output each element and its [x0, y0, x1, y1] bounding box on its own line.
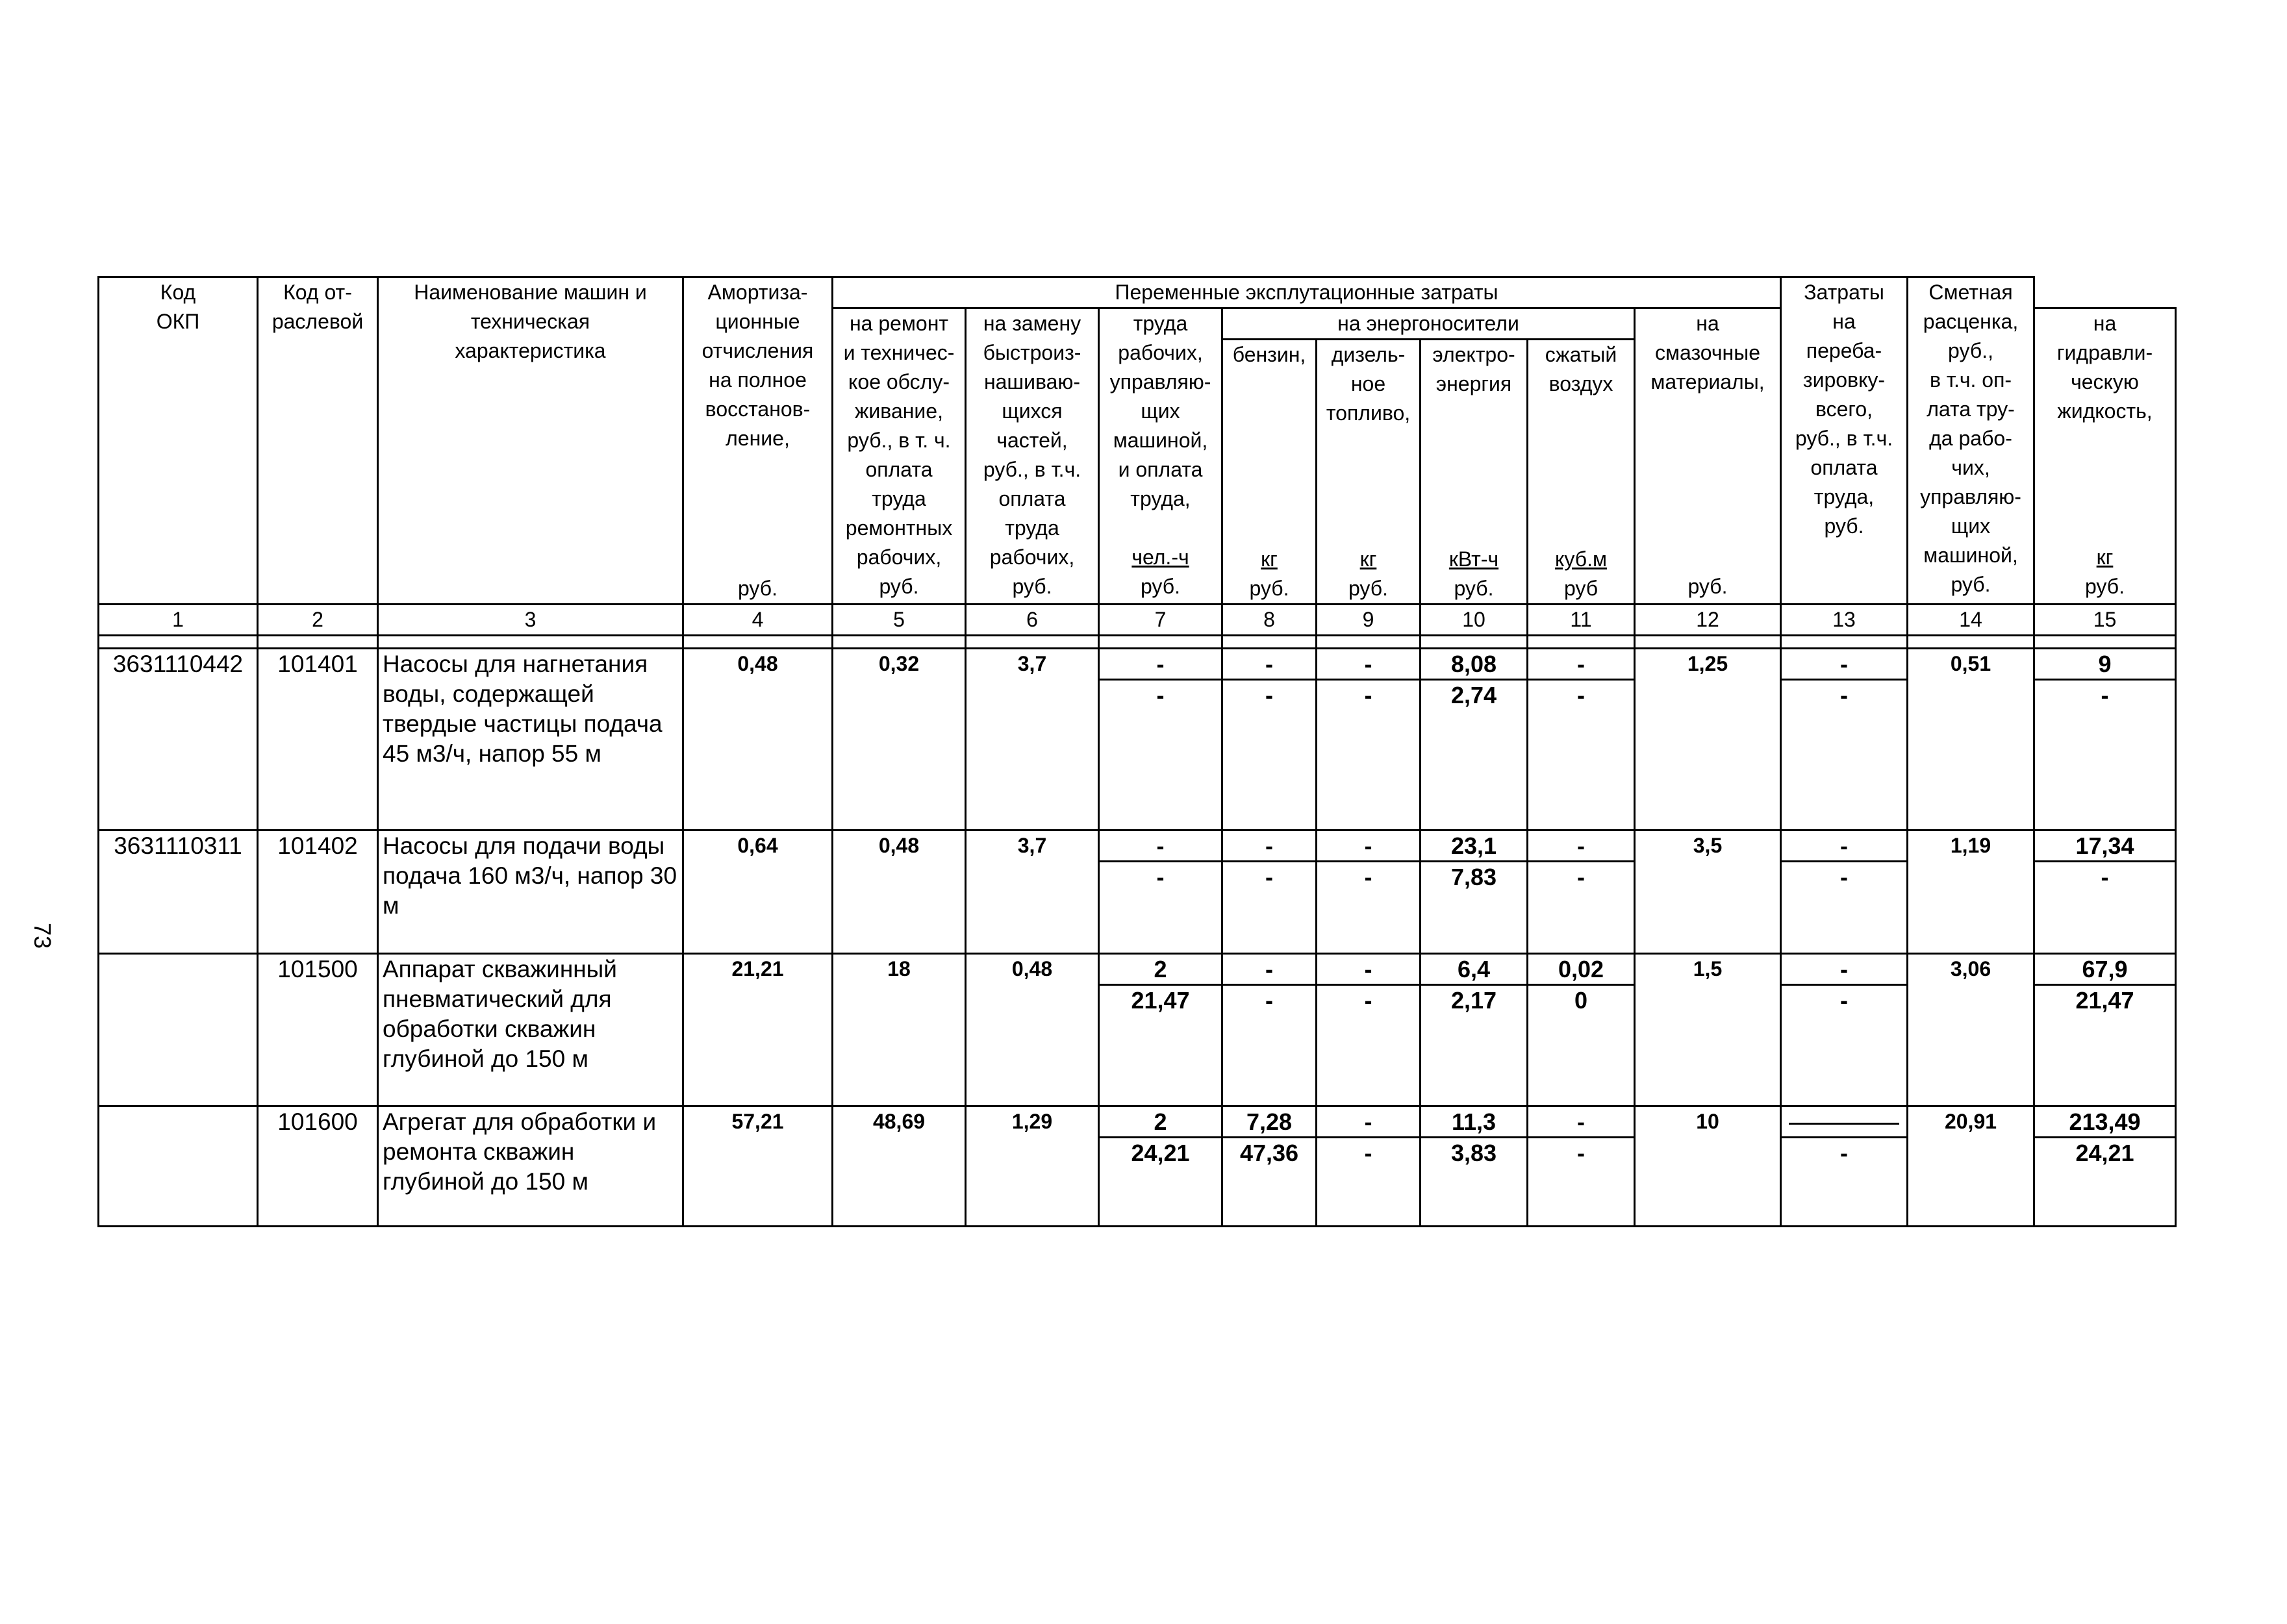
amortization-value: 21,21 [683, 954, 833, 1106]
col-num: 5 [833, 605, 966, 636]
hydraulic-value: - - [1781, 954, 1908, 1106]
header-repair: на ремонт и техничес- кое обслу- живание, руб., в т. ч. оплата труда ремонтных рабочих, руб. [833, 308, 966, 605]
branch-code: 101500 [258, 954, 378, 1106]
okp-code [99, 1106, 258, 1227]
table-row [99, 954, 2176, 1106]
col-num: 6 [966, 605, 1099, 636]
relocation-value: 20,91 [1908, 1106, 2034, 1227]
diesel-value: - - [1317, 1106, 1421, 1227]
col-num: 14 [1908, 605, 2034, 636]
parts-value: 1,29 [966, 1106, 1099, 1227]
header-lubricants: на смазочные материалы, руб. [1635, 308, 1781, 605]
hydraulic-value: - - [1781, 831, 1908, 954]
labor-value: 2 21,47 [1099, 954, 1222, 1106]
parts-value: 3,7 [966, 831, 1099, 954]
page-number: 73 [29, 922, 57, 949]
branch-code: 101402 [258, 831, 378, 954]
lubricant-value: 1,5 [1635, 954, 1781, 1106]
electricity-value: 23,1 7,83 [1421, 831, 1528, 954]
col-num: 12 [1635, 605, 1781, 636]
col-num: 1 [99, 605, 258, 636]
relocation-value: 0,51 [1908, 649, 2034, 831]
header-petrol: бензин, кг руб. [1222, 340, 1317, 605]
repair-value: 0,32 [833, 649, 966, 831]
column-number-row [99, 605, 2176, 636]
hydraulic-value: - - [1781, 649, 1908, 831]
dash-line [1789, 1123, 1899, 1125]
electricity-value: 11,3 3,83 [1421, 1106, 1528, 1227]
header-name: Наименование машин и техническая характеристика [378, 277, 683, 605]
header-variable-costs: Переменные эксплутационные затраты [833, 277, 1781, 308]
header-amortization: Амортиза- ционные отчисления на полное восстанов- ление, руб. [683, 277, 833, 605]
estimate-value: 67,9 21,47 [2034, 954, 2176, 1106]
diesel-value: - - [1317, 649, 1421, 831]
amortization-value: 0,48 [683, 649, 833, 831]
header-labor: труда рабочих, управляю- щих машиной, и оплата труда, чел.-ч руб. [1099, 308, 1222, 605]
parts-value: 0,48 [966, 954, 1099, 1106]
repair-value: 0,48 [833, 831, 966, 954]
header-branch-code: Код от- раслевой [258, 277, 378, 605]
diesel-value: - - [1317, 954, 1421, 1106]
amortization-value: 57,21 [683, 1106, 833, 1227]
col-num: 8 [1222, 605, 1317, 636]
header-okp: Код ОКП [99, 277, 258, 605]
estimate-value: 213,49 24,21 [2034, 1106, 2176, 1227]
petrol-value: 7,28 47,36 [1222, 1106, 1317, 1227]
amortization-value: 0,64 [683, 831, 833, 954]
relocation-value: 1,19 [1908, 831, 2034, 954]
lubricant-value: 1,25 [1635, 649, 1781, 831]
branch-code: 101401 [258, 649, 378, 831]
petrol-value: - - [1222, 649, 1317, 831]
machine-name: Насосы для нагнетания воды, содержащей твердые частицы подача 45 м3/ч, напор 55 м [378, 649, 683, 831]
petrol-value: - - [1222, 954, 1317, 1106]
header-parts: на замену быстроиз- нашиваю- щихся частей, руб., в т.ч. оплата труда рабочих, руб. [966, 308, 1099, 605]
relocation-value: 3,06 [1908, 954, 2034, 1106]
header-compressed-air: сжатый воздух куб.м руб [1528, 340, 1635, 605]
col-num: 7 [1099, 605, 1222, 636]
table-row [99, 831, 2176, 954]
machine-cost-table [97, 276, 2177, 1227]
hydraulic-value: - [1781, 1106, 1908, 1227]
header-relocation: Затраты на переба- зировку- всего, руб., в т.ч. оплата труда, руб. [1781, 277, 1908, 605]
lubricant-value: 10 [1635, 1106, 1781, 1227]
air-value: - - [1528, 1106, 1635, 1227]
header-energy: на энергоносители [1222, 308, 1635, 340]
repair-value: 48,69 [833, 1106, 966, 1227]
okp-code: 3631110311 [99, 831, 258, 954]
header-electricity: электро- энергия кВт-ч руб. [1421, 340, 1528, 605]
col-num: 3 [378, 605, 683, 636]
okp-code: 3631110442 [99, 649, 258, 831]
col-num: 11 [1528, 605, 1635, 636]
table-row [99, 649, 2176, 831]
machine-name: Аппарат скважинный пневматический для обработки скважин глубиной до 150 м [378, 954, 683, 1106]
header-hydraulic: на гидравли- ческую жидкость, кг руб. [2034, 308, 2176, 605]
col-num: 13 [1781, 605, 1908, 636]
col-num: 10 [1421, 605, 1528, 636]
machine-name: Насосы для подачи воды подача 160 м3/ч, напор 30 м [378, 831, 683, 954]
air-value: 0,02 0 [1528, 954, 1635, 1106]
col-num: 15 [2034, 605, 2176, 636]
repair-value: 18 [833, 954, 966, 1106]
spacer-row [99, 636, 2176, 649]
okp-code [99, 954, 258, 1106]
col-num: 9 [1317, 605, 1421, 636]
electricity-value: 8,08 2,74 [1421, 649, 1528, 831]
header-diesel: дизель- ное топливо, кг руб. [1317, 340, 1421, 605]
electricity-value: 6,4 2,17 [1421, 954, 1528, 1106]
air-value: - - [1528, 649, 1635, 831]
labor-value: 2 24,21 [1099, 1106, 1222, 1227]
header-row-1 [99, 277, 2176, 308]
table-row [99, 1106, 2176, 1227]
machine-name: Агрегат для обработки и ремонта скважин глубиной до 150 м [378, 1106, 683, 1227]
branch-code: 101600 [258, 1106, 378, 1227]
petrol-value: - - [1222, 831, 1317, 954]
parts-value: 3,7 [966, 649, 1099, 831]
estimate-value: 17,34 - [2034, 831, 2176, 954]
diesel-value: - - [1317, 831, 1421, 954]
header-estimate: Сметная расценка, руб., в т.ч. оп- лата тру- да рабо- чих, управляю- щих машиной, руб. [1908, 277, 2034, 605]
labor-value: - - [1099, 831, 1222, 954]
labor-value: - - [1099, 649, 1222, 831]
lubricant-value: 3,5 [1635, 831, 1781, 954]
col-num: 4 [683, 605, 833, 636]
air-value: - - [1528, 831, 1635, 954]
estimate-value: 9 - [2034, 649, 2176, 831]
col-num: 2 [258, 605, 378, 636]
